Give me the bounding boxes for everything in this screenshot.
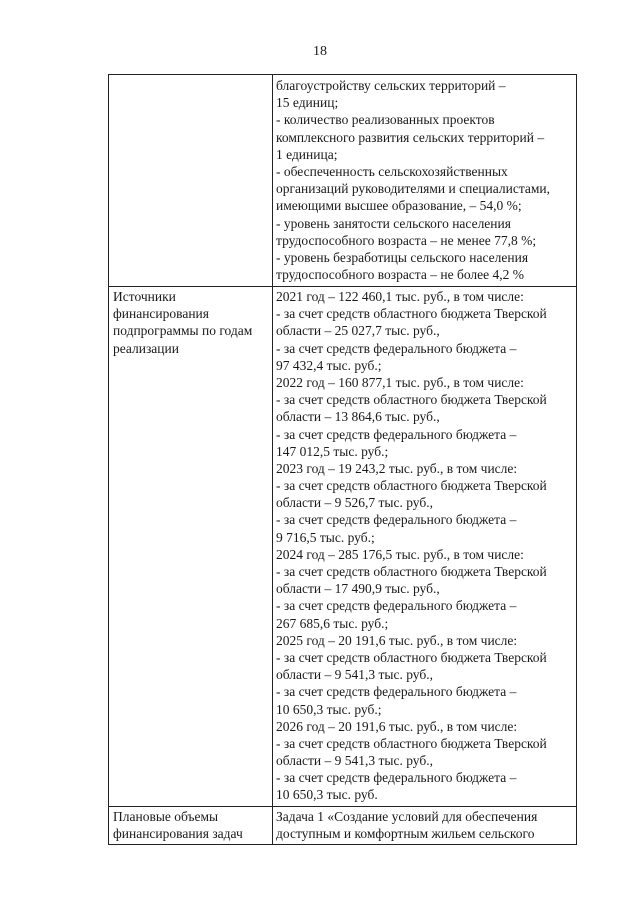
- text-line: - уровень занятости сельского населения: [276, 215, 511, 231]
- text-line: 2024 год – 285 176,5 тыс. руб., в том числе:: [276, 546, 524, 562]
- text-line: - за счет средств областного бюджета Тверской: [276, 392, 547, 408]
- text-line: 147 012,5 тыс. руб.;: [276, 443, 389, 459]
- text-line: 2023 год – 19 243,2 тыс. руб., в том числе:: [276, 460, 518, 476]
- row-divider: [109, 286, 576, 287]
- text-line: - за счет средств федерального бюджета –: [276, 512, 517, 528]
- text-line: - за счет средств областного бюджета Тверской: [276, 649, 547, 665]
- text-line: имеющими высшее образование, – 54,0 %;: [276, 198, 522, 214]
- text-line: 9 716,5 тыс. руб.;: [276, 529, 375, 545]
- text-line: области – 25 027,7 тыс. руб.,: [276, 323, 440, 339]
- text-line: - уровень безработицы сельского населения: [276, 249, 529, 265]
- text-line: 2021 год – 122 460,1 тыс. руб., в том числе:: [276, 289, 524, 304]
- text-line: финансирования задач: [113, 826, 243, 842]
- text-line: трудоспособного возраста – не менее 77,8 %;: [276, 232, 537, 248]
- text-line: подпрограммы по годам: [113, 323, 253, 339]
- text-line: 2022 год – 160 877,1 тыс. руб., в том числе:: [276, 374, 524, 390]
- text-line: - за счет средств областного бюджета Тверской: [276, 735, 547, 751]
- text-line: области – 9 526,7 тыс. руб.,: [276, 495, 433, 511]
- text-line: - за счет средств федерального бюджета –: [276, 770, 517, 786]
- text-line: области – 17 490,9 тыс. руб.,: [276, 581, 440, 597]
- text-line: - за счет средств федерального бюджета –: [276, 598, 517, 614]
- page-number: 18: [313, 44, 327, 59]
- text-line: 2025 год – 20 191,6 тыс. руб., в том числе:: [276, 632, 518, 648]
- row-divider: [109, 806, 576, 807]
- row-3-content-cell: [276, 808, 576, 842]
- text-line: - за счет средств областного бюджета Тверской: [276, 478, 547, 494]
- row-3-label-cell: [113, 808, 270, 842]
- text-line: Задача 1 «Создание условий для обеспечения: [276, 809, 538, 824]
- text-line: 15 единиц;: [276, 95, 339, 111]
- text-line: комплексного развития сельских территорий –: [276, 129, 545, 145]
- text-line: - обеспеченность сельскохозяйственных: [276, 163, 508, 179]
- text-line: - за счет средств федерального бюджета –: [276, 426, 517, 442]
- text-line: благоустройству сельских территорий –: [276, 78, 506, 93]
- text-line: - за счет средств федерального бюджета –: [276, 340, 517, 356]
- text-line: организаций руководителями и специалистами,: [276, 181, 551, 197]
- text-line: 267 685,6 тыс. руб.;: [276, 615, 389, 631]
- text-line: области – 9 541,3 тыс. руб.,: [276, 667, 433, 683]
- text-line: 97 432,4 тыс. руб.;: [276, 357, 382, 373]
- text-line: - количество реализованных проектов: [276, 112, 495, 128]
- text-line: области – 9 541,3 тыс. руб.,: [276, 753, 433, 769]
- column-divider: [272, 75, 273, 844]
- text-line: - за счет средств областного бюджета Тверской: [276, 564, 547, 579]
- text-line: Источники: [113, 289, 176, 304]
- row-1-content-cell: [276, 77, 576, 283]
- text-line: - за счет средств федерального бюджета –: [276, 684, 517, 700]
- document-table: [108, 74, 577, 845]
- text-line: 10 650,3 тыс. руб.;: [276, 701, 382, 717]
- row-2-content-cell: [276, 288, 576, 804]
- text-line: трудоспособного возраста – не более 4,2 %: [276, 267, 524, 283]
- text-line: реализации: [113, 340, 179, 356]
- text-line: финансирования: [113, 306, 209, 322]
- text-line: - за счет средств областного бюджета Тверской: [276, 306, 547, 322]
- text-line: Плановые объемы: [113, 809, 219, 824]
- text-line: 2026 год – 20 191,6 тыс. руб., в том числе:: [276, 718, 518, 734]
- text-line: 10 650,3 тыс. руб.: [276, 787, 378, 803]
- text-line: 1 единица;: [276, 146, 338, 162]
- text-line: области – 13 864,6 тыс. руб.,: [276, 409, 440, 425]
- text-line: доступным и комфортным жильем сельского: [276, 826, 535, 842]
- row-2-label-cell: [113, 288, 270, 357]
